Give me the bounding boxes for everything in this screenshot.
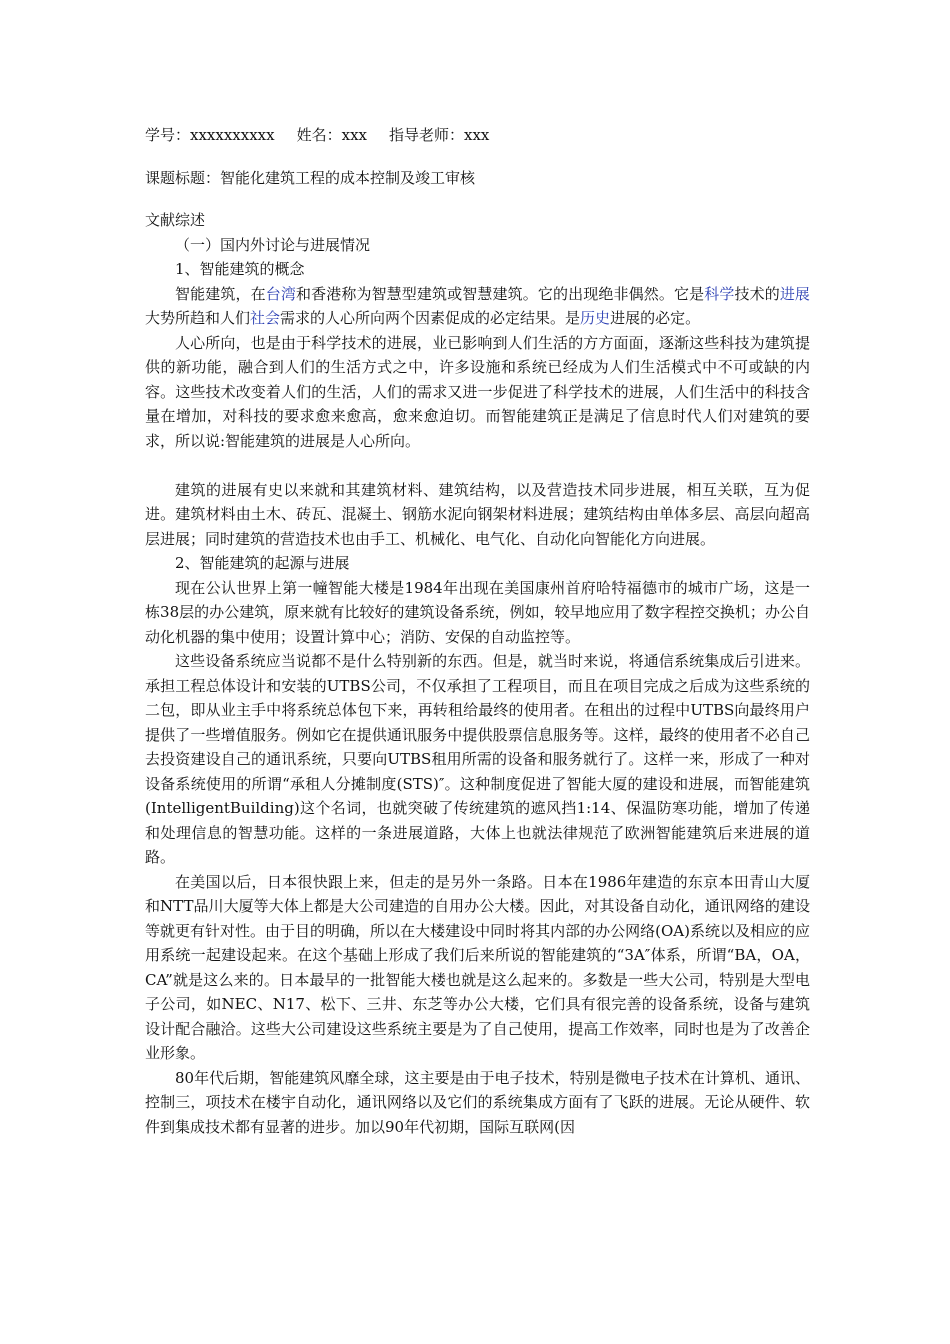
- link-science[interactable]: 科学: [704, 284, 735, 303]
- paragraph-3: 建筑的进展有史以来就和其建筑材料、建筑结构，以及营造技术同步进展，相互关联，互为促进。建筑材料由土木、砖瓦、混凝土、钢筋水泥向钢架材料进展；建筑结构由单体多层、高层向超高层进展；同时建筑的营造技术也由手工、机械化、电气化、自动化向智能化方向进展。: [145, 480, 810, 548]
- paragraph-2: 人心所向，也是由于科学技术的进展，业已影响到人们生活的方方面面，逐渐这些科技为建筑提供的新功能，融合到人们的生活方式之中，许多设施和系统已经成为人们生活模式中不可或缺的内容。这些技术改变着人们的生活，人们的需求又进一步促进了科学技术的进展，人们生活中的科技含量在增加，对科技的要求愈来愈高，愈来愈迫切。而智能建筑正是满足了信息时代人们对建筑的要求，所以说:智能建筑的进展是人心所向。: [145, 333, 810, 450]
- blank-line: [145, 453, 810, 478]
- paragraph-4: 现在公认世界上第一幢智能大楼是1984年出现在美国康州首府哈特福德市的城市广场，这是一栋38层的办公建筑，原来就有比较好的建筑设备系统，例如，较早地应用了数字程控交换机；办公自动化机器的集中使用；设置计算中心；消防、安保的自动监控等。: [145, 578, 810, 646]
- student-name: 姓名：xxx: [296, 126, 367, 144]
- link-history[interactable]: 历史: [580, 309, 611, 327]
- link-society[interactable]: 社会: [250, 309, 281, 327]
- topic-title: 课题标题：智能化建筑工程的成本控制及竣工审核: [145, 168, 476, 187]
- text-run: 进展的必定。: [610, 309, 701, 327]
- section-heading-1: （一）国内外讨论与进展情况: [175, 235, 371, 254]
- paragraph-1: [145, 282, 810, 331]
- text-run: 需求的人心所向两个因素促成的必定结果。是: [280, 309, 581, 327]
- text-run: 智能建筑，在: [175, 284, 266, 303]
- doc-title: 文献综述: [145, 211, 206, 229]
- subsection-heading-2: 2、智能建筑的起源与进展: [175, 554, 350, 572]
- text-run: 技术的: [734, 284, 780, 303]
- document-page: [145, 123, 810, 1139]
- link-taiwan[interactable]: 台湾: [265, 284, 296, 303]
- text-run: 大势所趋和人们: [145, 309, 251, 327]
- paragraph-7: 80年代后期，智能建筑风靡全球，这主要是由于电子技术，特别是微电子技术在计算机、通讯、控制三，项技术在楼宇自动化，通讯网络以及它们的系统集成方面有了飞跃的进展。无论从硬件、软件到集成技术都有显著的进步。加以90年代初期，国际互联网(因: [145, 1068, 810, 1136]
- advisor-name: 指导老师：xxx: [389, 126, 490, 144]
- subsection-heading-1: 1、智能建筑的概念: [175, 260, 305, 278]
- student-id: 学号：xxxxxxxxxx: [145, 126, 275, 144]
- link-progress[interactable]: 进展: [779, 284, 810, 303]
- paragraph-6: 在美国以后，日本很快跟上来，但走的是另外一条路。日本在1986年建造的东京本田青山大厦和NTT品川大厦等大体上都是大公司建造的自用办公大楼。因此，对其设备自动化，通讯网络的建设等就更有针对性。由于目的明确，所以在大楼建设中同时将其内部的办公网络(OA)系统以及相应的应用系统一起建设起来。在这个基础上形成了我们后来所说的智能建筑的“3A″体系，所谓“BA，OA，CA”就是这么来的。日本最早的一批智能大楼也就是这么起来的。多数是一些大公司，特别是大型电子公司，如NEC、N17、松下、三井、东芝等办公大楼，它们具有很完善的设备系统，设备与建筑设计配合融洽。这些大公司建设这些系统主要是为了自己使用，提高工作效率，同时也是为了改善企业形象。: [145, 872, 810, 1062]
- header-line: [145, 123, 810, 148]
- paragraph-5: 这些设备系统应当说都不是什么特别新的东西。但是，就当时来说，将通信系统集成后引进来。承担工程总体设计和安装的UTBS公司，不仅承担了工程项目，而且在项目完成之后成为这些系统的二包，即从业主手中将系统总体包下来，再转租给最终的使用者。在租出的过程中UTBS向最终用户提供了一些增值服务。例如它在提供通讯服务中提供股票信息服务等。这样，最终的使用者不必自己去投资建设自己的通讯系统，只要向UTBS租用所需的设备和服务就行了。这样一来，形成了一种对设备系统使用的所谓“承租人分摊制度(STS)″。这种制度促进了智能大厦的建设和进展，而智能建筑(IntelligentBuilding)这个名词，也就突破了传统建筑的遮风挡1:14、保温防寒功能，增加了传递和处理信息的智慧功能。这样的一条进展道路，大体上也就法律规范了欧洲智能建筑后来进展的道路。: [145, 652, 810, 866]
- text-run: 和香港称为智慧型建筑或智慧建筑。它的出现绝非偶然。它是: [295, 284, 705, 303]
